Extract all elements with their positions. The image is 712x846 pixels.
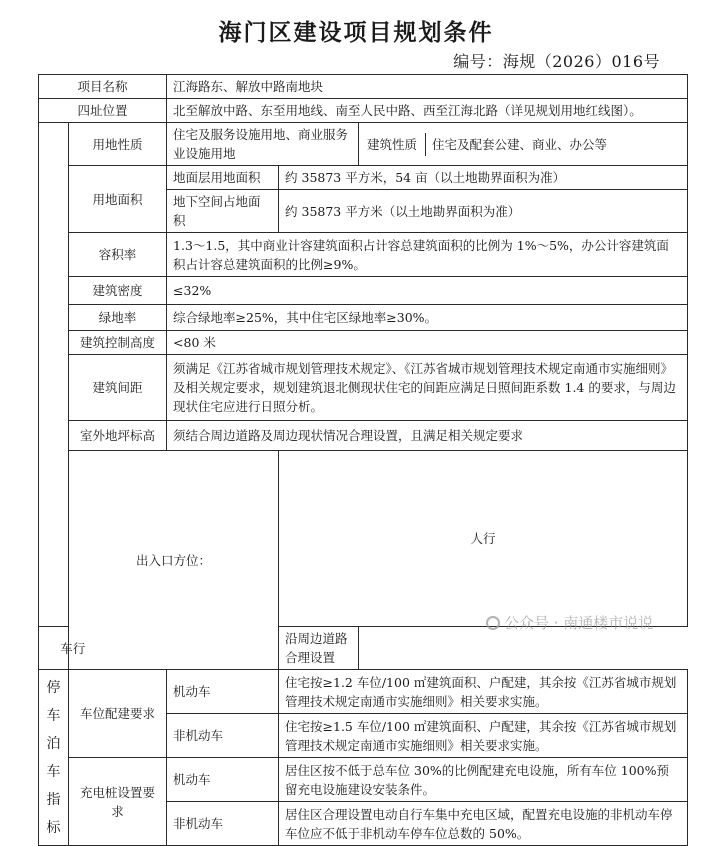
pedestrian-label: 人行 (279, 451, 688, 627)
parking-indicators-label (39, 670, 69, 846)
land-use-label: 用地性质 (69, 123, 167, 166)
row-entrance-pedestrian (39, 451, 688, 627)
underground-area-label: 地下空间占地面积 (167, 190, 279, 233)
building-nature-value: 住宅及配套公建、商业、办公等 (432, 136, 608, 152)
row-density (39, 277, 688, 305)
charging-nonmotor-value: 居住区合理设置电动自行车集中充电区域，配置充电设施的非机动车停车位应不低于非机动车停车位总数的 50%。 (279, 802, 688, 846)
underground-area-value: 约 35873 平方米（以土地勘界面积为准） (279, 190, 688, 233)
charging-motor-label: 机动车 (167, 758, 279, 802)
parking-char: 车 (46, 763, 61, 780)
watermark (486, 612, 653, 633)
land-area-label: 用地面积 (69, 166, 167, 233)
parking-nonmotor-value: 住宅按≥1.5 车位/100 ㎡建筑面积、户配建，其余按《江苏省城市规划管理技术规定南通市实施细则》相关要求实施。 (279, 714, 688, 758)
row-parking-motor (39, 670, 688, 714)
ground-area-value: 约 35873 平方米，54 亩（以土地勘界面积为准） (279, 166, 688, 190)
spacing-label: 建筑间距 (69, 355, 167, 421)
parking-char: 指 (46, 791, 61, 808)
density-label: 建筑密度 (69, 277, 167, 305)
vehicle-value: 沿周边道路合理设置 (279, 627, 359, 670)
green-ratio-value: 综合绿地率≥25%，其中住宅区绿地率≥30%。 (167, 305, 688, 331)
land-use-value: 住宅及服务设施用地、商业服务业设施用地 (167, 123, 359, 166)
parking-nonmotor-label: 非机动车 (167, 714, 279, 758)
parking-char: 停 (46, 679, 61, 696)
far-label: 容积率 (69, 233, 167, 277)
vehicle-label: 车行 (39, 627, 107, 670)
parking-char: 标 (46, 819, 61, 836)
parking-char: 车 (46, 707, 61, 724)
parking-motor-value: 住宅按≥1.2 车位/100 ㎡建筑面积、户配建，其余按《江苏省城市规划管理技术规定南通市实施细则》相关要求实施。 (279, 670, 688, 714)
row-green-ratio (39, 305, 688, 331)
parking-motor-label: 机动车 (167, 670, 279, 714)
ground-elevation-value: 须结合周边道路及周边现状情况合理设置，且满足相关规定要求 (167, 421, 688, 451)
watermark-text: 公众号 · 南通楼市说说 (504, 614, 654, 632)
charging-nonmotor-label: 非机动车 (167, 802, 279, 846)
document-number: 编号：海规（2026）016号 (453, 52, 660, 71)
boundaries-label: 四址位置 (39, 99, 167, 123)
planning-conditions-table (38, 74, 688, 846)
row-land-use (39, 123, 688, 166)
height-value: <80 米 (167, 331, 688, 355)
row-spacing (39, 355, 688, 421)
building-nature-label: 建筑性质 (359, 133, 426, 156)
boundaries-value: 北至解放中路、东至用地线、南至人民中路、西至江海北路（详见规划用地红线图）。 (167, 99, 688, 123)
ground-elevation-label: 室外地坪标高 (69, 421, 167, 451)
document-title: 海门区建设项目规划条件 (218, 19, 494, 46)
charging-motor-value: 居住区按不低于总车位 30%的比例配建充电设施，所有车位 100%预留充电设施建设安装条件。 (279, 758, 688, 802)
spacing-value: 须满足《江苏省城市规划管理技术规定》、《江苏省城市规划管理技术规定南通市实施细则》及相关规定要求，规划建筑退北侧现状住宅的间距应满足日照间距系数 1.4 的要求，与周边现状住宅应进行日照分析。 (167, 355, 688, 421)
row-land-area-ground (39, 166, 688, 190)
left-margin-column (39, 123, 69, 627)
row-charging-motor (39, 758, 688, 802)
green-ratio-label: 绿地率 (69, 305, 167, 331)
row-far (39, 233, 688, 277)
entrances-label: 出入口方位： (69, 451, 279, 670)
far-value: 1.3～1.5，其中商业计容建筑面积占计容总建筑面积的比例为 1%～5%，办公计容建筑面积占计容总建筑面积的比例≥9%。 (167, 233, 688, 277)
row-height (39, 331, 688, 355)
row-project-name (39, 75, 688, 99)
building-nature-cell (359, 123, 688, 166)
row-boundaries (39, 99, 688, 123)
wechat-icon (486, 616, 500, 630)
charging-label: 充电桩设置要求 (69, 758, 167, 846)
project-name-label: 项目名称 (39, 75, 167, 99)
row-ground-elevation (39, 421, 688, 451)
project-name-value: 江海路东、解放中路南地块 (167, 75, 688, 99)
height-label: 建筑控制高度 (69, 331, 167, 355)
parking-config-label: 车位配建要求 (69, 670, 167, 758)
parking-char: 泊 (46, 735, 61, 752)
density-value: ≤32% (167, 277, 688, 305)
ground-area-label: 地面层用地面积 (167, 166, 279, 190)
